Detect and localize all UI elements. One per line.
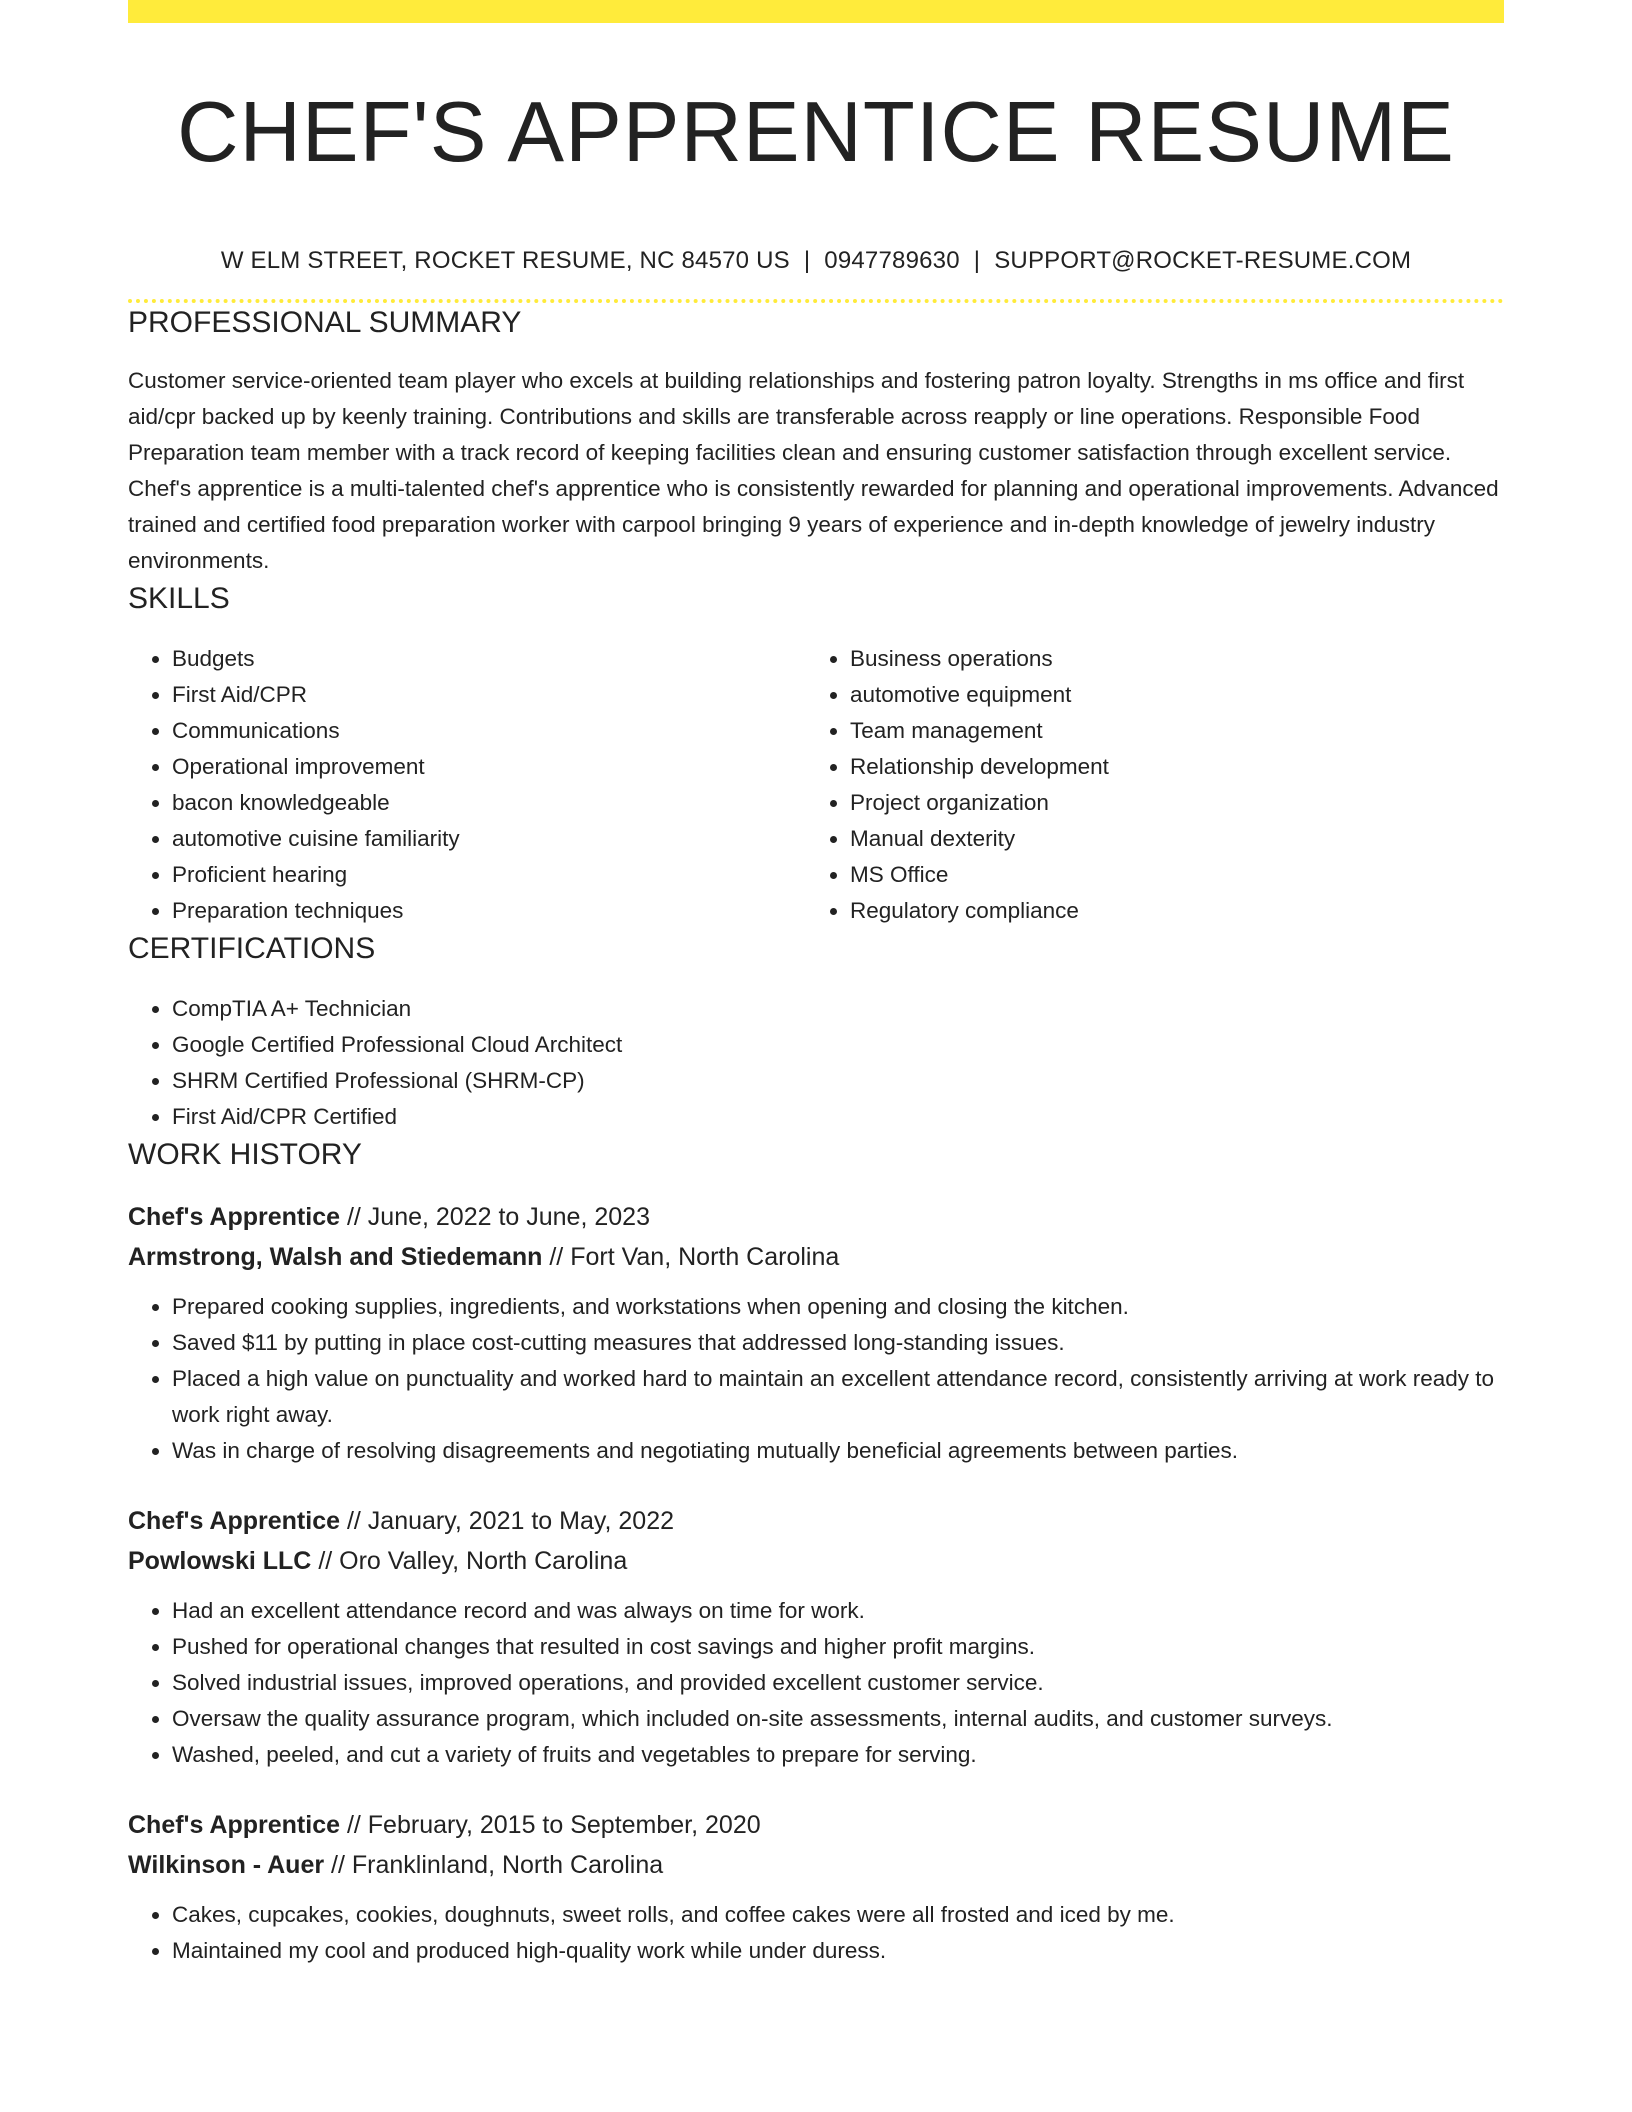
skill-item: • automotive equipment [850,677,1504,713]
email-text: SUPPORT@ROCKET-RESUME.COM [994,247,1412,274]
skill-item: • Proficient hearing [172,857,806,893]
job-bullet: • Oversaw the quality assurance program, which included on-site assessments, internal audits, and customer surveys. [172,1701,1504,1737]
job-bullet: • Solved industrial issues, improved operations, and provided excellent customer service. [172,1665,1504,1701]
job-title: Chef's Apprentice [128,1507,340,1535]
job-entry [128,1501,1504,1773]
job-entry [128,1197,1504,1469]
job-company-line [128,1845,1504,1885]
certification-item: • SHRM Certified Professional (SHRM-CP) [172,1063,1504,1099]
address-text: W ELM STREET, ROCKET RESUME, NC 84570 US [220,247,790,274]
job-entry [128,1805,1504,1969]
job-title-line [128,1501,1504,1541]
resume-title: CHEF'S APPRENTICE RESUME [177,85,1455,180]
job-bullets [128,1593,1504,1773]
skill-item: • Project organization [850,785,1504,821]
job-location: // Fort Van, North Carolina [549,1243,840,1271]
certification-item: • Google Certified Professional Cloud Architect [172,1027,1504,1063]
job-title-line [128,1197,1504,1237]
job-bullet: • Cakes, cupcakes, cookies, doughnuts, sweet rolls, and coffee cakes were all frosted and iced by me. [172,1897,1504,1933]
job-bullets [128,1897,1504,1969]
job-title: Chef's Apprentice [128,1811,340,1839]
skill-item: • Budgets [172,641,806,677]
accent-top-bar [128,0,1504,23]
certification-item: • CompTIA A+ Technician [172,991,1504,1027]
skills-columns [128,641,1504,929]
resume-content [128,23,1504,1969]
job-bullet: • Saved $11 by putting in place cost-cutting measures that addressed long-standing issues. [172,1325,1504,1361]
skill-item: • bacon knowledgeable [172,785,806,821]
job-bullet: • Was in charge of resolving disagreements and negotiating mutually beneficial agreements between parties. [172,1433,1504,1469]
contact-line [128,245,1504,277]
certification-item: • First Aid/CPR Certified [172,1099,1504,1135]
job-dates: // January, 2021 to May, 2022 [346,1507,675,1535]
skill-item: • Operational improvement [172,749,806,785]
job-location: // Oro Valley, North Carolina [318,1547,628,1575]
skills-left-list [128,641,806,929]
skill-item: • Preparation techniques [172,893,806,929]
job-location: // Franklinland, North Carolina [331,1851,664,1879]
skill-item: • First Aid/CPR [172,677,806,713]
skill-item: • Business operations [850,641,1504,677]
skill-item: • Manual dexterity [850,821,1504,857]
job-company: Powlowski LLC [128,1547,312,1575]
job-bullet: • Maintained my cool and produced high-quality work while under duress. [172,1933,1504,1969]
job-bullet: • Washed, peeled, and cut a variety of fruits and vegetables to prepare for serving. [172,1737,1504,1773]
contact-separator: | [803,247,811,274]
job-dates: // June, 2022 to June, 2023 [346,1203,650,1231]
job-company: Armstrong, Walsh and Stiedemann [128,1243,543,1271]
certifications-heading: CERTIFICATIONS [128,932,376,965]
summary-heading: PROFESSIONAL SUMMARY [128,306,522,339]
work-history-heading: WORK HISTORY [128,1138,362,1171]
skill-item: • Team management [850,713,1504,749]
certifications-list [128,991,1504,1135]
skill-item: • Relationship development [850,749,1504,785]
job-bullet: • Placed a high value on punctuality and worked hard to maintain an excellent attendance record, consistently arriving at work ready to work right away. [172,1361,1504,1433]
job-company-line [128,1237,1504,1277]
skill-item: • Communications [172,713,806,749]
skill-item: • automotive cuisine familiarity [172,821,806,857]
job-company: Wilkinson - Auer [128,1851,325,1879]
skill-item: • MS Office [850,857,1504,893]
job-title: Chef's Apprentice [128,1203,340,1231]
phone-text: 0947789630 [824,247,960,274]
skills-right-list [806,641,1504,929]
job-dates: // February, 2015 to September, 2020 [346,1811,761,1839]
job-company-line [128,1541,1504,1581]
job-bullet: • Had an excellent attendance record and was always on time for work. [172,1593,1504,1629]
job-bullets [128,1289,1504,1469]
job-bullet: • Pushed for operational changes that resulted in cost savings and higher profit margins. [172,1629,1504,1665]
job-title-line [128,1805,1504,1845]
contact-separator: | [973,247,981,274]
skills-heading: SKILLS [128,582,230,615]
job-bullet: • Prepared cooking supplies, ingredients, and workstations when opening and closing the kitchen. [172,1289,1504,1325]
summary-text: Customer service-oriented team player who excels at building relationships and fostering patron loyalty. Strengths in ms office and first aid/cpr backed up by keenly training. Contributions and skills are transferable across reapply or line operations. Responsible Food Preparation team member with a track record of keeping facilities clean and ensuring customer satisfaction through excellent service. Chef's apprentice is a multi-talented chef's apprentice who is consistently rewarded for planning and operational improvements. Advanced trained and certified food preparation worker with carpool bringing 9 years of experience and in-depth knowledge of jewelry industry environments. [128,368,1499,573]
skill-item: • Regulatory compliance [850,893,1504,929]
